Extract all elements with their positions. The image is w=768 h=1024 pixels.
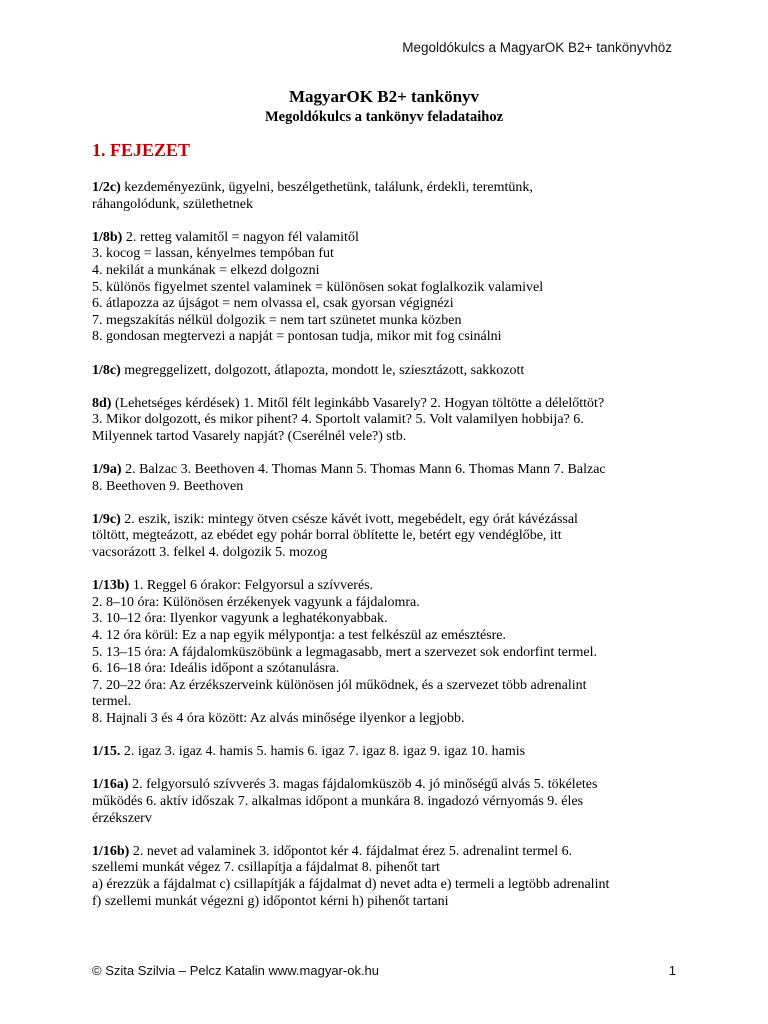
exercise-label: 1/9c): [92, 511, 121, 527]
answer-text: 3. 10–12 óra: Ilyenkor vagyunk a leghatékonyabbak.: [92, 611, 388, 627]
exercise-block: [92, 777, 682, 827]
answer-line: [92, 363, 682, 380]
answer-line: [92, 595, 682, 612]
answer-text: 2. Balzac 3. Beethoven 4. Thomas Mann 5. Thomas Mann 6. Thomas Mann 7. Balzac: [121, 462, 606, 478]
answer-line: [92, 645, 682, 662]
answer-text: 2. 8–10 óra: Különösen érzékenyek vagyunk a fájdalomra.: [92, 594, 420, 610]
answer-line: [92, 329, 682, 346]
answer-text: 4. 12 óra körül: Ez a nap egyik mélypontja: a test felkészül az emésztésre.: [92, 628, 507, 644]
answer-line: [92, 777, 682, 794]
answer-line: [92, 280, 682, 297]
page-footer: [92, 963, 676, 978]
footer-copyright: © Szita Szilvia – Pelcz Katalin www.magyar-ok.hu: [92, 963, 380, 978]
answer-text: érzékszerv: [92, 810, 152, 826]
answer-line: [92, 744, 682, 761]
answer-text: 3. Mikor dolgozott, és mikor pihent? 4. Sportolt valamit? 5. Volt valamilyen hobbija? 6.: [92, 412, 584, 428]
answer-line: [92, 694, 682, 711]
answer-text: szellemi munkát végez 7. csillapítja a fájdalmat 8. pihenőt tart: [92, 860, 440, 876]
answer-text: termel.: [92, 694, 132, 710]
answer-line: [92, 545, 682, 562]
answer-line: [92, 180, 682, 197]
answer-line: [92, 462, 682, 479]
chapter-heading: 1. FEJEZET: [92, 140, 191, 160]
answer-line: [92, 479, 682, 496]
answer-text: 5. különös figyelmet szentel valaminek = különösen sokat foglalkozik valamivel: [92, 279, 544, 295]
answer-text: működés 6. aktív időszak 7. alkalmas időpont a munkára 8. ingadozó vérnyomás 9. éles: [92, 793, 584, 809]
exercise-block: [92, 844, 682, 910]
answer-text: Milyennek tartod Vasarely napját? (Cserélnél vele?) stb.: [92, 428, 407, 444]
answer-line: [92, 578, 682, 595]
answer-line: [92, 313, 682, 330]
answer-line: [92, 794, 682, 811]
exercise-label: 1/13b): [92, 578, 130, 594]
answer-text: 7. megszakítás nélkül dolgozik = nem tart szünetet munka közben: [92, 312, 462, 328]
answer-text: 3. kocog = lassan, kényelmes tempóban fut: [92, 246, 334, 262]
answer-line: [92, 396, 682, 413]
answer-line: [92, 860, 682, 877]
answer-line: [92, 296, 682, 313]
answer-text: 2. eszik, iszik: mintegy ötven csésze kávét ivott, megebédelt, egy órát kávézással: [120, 511, 578, 527]
exercise-label: 1/16a): [92, 777, 129, 793]
exercise-block: [92, 578, 682, 727]
exercise-label: 8d): [92, 395, 112, 411]
answer-text: 2. nevet ad valaminek 3. időpontot kér 4. fájdalmat érez 5. adrenalint termel 6.: [129, 843, 573, 859]
answer-text: (Lehetséges kérdések) 1. Mitől félt leginkább Vasarely? 2. Hogyan töltötte a délelőttöt?: [111, 395, 605, 411]
exercise-label: 1/16b): [92, 843, 130, 859]
page-header: Megoldókulcs a MagyarOK B2+ tankönyvhöz: [402, 40, 672, 55]
answer-line: [92, 628, 682, 645]
answer-line: [92, 844, 682, 861]
answer-line: [92, 197, 682, 214]
exercise-block: [92, 396, 682, 446]
answer-line: [92, 429, 682, 446]
exercise-block: [92, 512, 682, 562]
exercise-block: [92, 180, 682, 213]
answer-text: töltött, megteázott, az ebédet egy pohár borral öblítette le, betért egy vendéglőbe, itt: [92, 528, 562, 544]
page-number: 1: [668, 963, 676, 978]
answer-line: [92, 412, 682, 429]
exercise-block: [92, 744, 682, 761]
answer-line: [92, 811, 682, 828]
answer-key-content: [92, 180, 682, 927]
answer-line: [92, 894, 682, 911]
answer-line: [92, 528, 682, 545]
answer-text: 7. 20–22 óra: Az érzékszerveink különösen jól működnek, és a szervezet több adrenalint: [92, 677, 587, 693]
answer-line: [92, 611, 682, 628]
answer-text: 1. Reggel 6 órakor: Felgyorsul a szívverés.: [129, 578, 374, 594]
answer-line: [92, 512, 682, 529]
answer-text: 8. gondosan megtervezi a napját = pontosan tudja, mikor mit fog csinálni: [92, 329, 502, 345]
title-block: [0, 86, 768, 126]
document-subtitle: Megoldókulcs a tankönyv feladataihoz: [264, 109, 504, 125]
exercise-label: 1/8b): [92, 229, 123, 245]
exercise-block: [92, 363, 682, 380]
answer-text: 2. felgyorsuló szívverés 3. magas fájdalomküszöb 4. jó minőségű alvás 5. tökéletes: [128, 777, 598, 793]
exercise-label: 1/8c): [92, 362, 121, 378]
answer-text: 2. retteg valamitől = nagyon fél valamitől: [122, 229, 359, 245]
answer-text: ráhangolódunk, születhetnek: [92, 196, 253, 212]
answer-text: f) szellemi munkát végezni g) időpontot kérni h) pihenőt tartani: [92, 893, 449, 909]
exercise-label: 1/2c): [92, 180, 121, 195]
answer-text: kezdeményezünk, ügyelni, beszélgethetünk, találunk, érdekli, teremtünk,: [120, 180, 533, 195]
answer-text: 6. átlapozza az újságot = nem olvassa el, csak gyorsan végignézi: [92, 296, 454, 312]
document-title: MagyarOK B2+ tankönyv: [288, 87, 480, 106]
answer-text: 8. Beethoven 9. Beethoven: [92, 478, 244, 494]
answer-line: [92, 877, 682, 894]
answer-text: 6. 16–18 óra: Ideális időpont a szótanulásra.: [92, 661, 340, 677]
answer-line: [92, 678, 682, 695]
answer-line: [92, 711, 682, 728]
answer-line: [92, 246, 682, 263]
answer-text: megreggelizett, dolgozott, átlapozta, mondott le, sziesztázott, sakkozott: [120, 362, 525, 378]
answer-text: 8. Hajnali 3 és 4 óra között: Az alvás minősége ilyenkor a legjobb.: [92, 711, 465, 726]
answer-text: 5. 13–15 óra: A fájdalomküszöbünk a legmagasabb, mert a szervezet sok endorfint termel.: [92, 644, 598, 660]
answer-line: [92, 230, 682, 247]
answer-text: vacsorázott 3. felkel 4. dolgozik 5. mozog: [92, 545, 328, 561]
exercise-label: 1/15.: [92, 744, 121, 760]
answer-line: [92, 263, 682, 280]
exercise-label: 1/9a): [92, 462, 122, 478]
answer-text: a) érezzük a fájdalmat c) csillapítják a fájdalmat d) nevet adta e) termeli a legtöbb adrenalint: [92, 876, 610, 892]
answer-line: [92, 661, 682, 678]
exercise-block: [92, 230, 682, 346]
answer-text: 2. igaz 3. igaz 4. hamis 5. hamis 6. igaz 7. igaz 8. igaz 9. igaz 10. hamis: [120, 744, 526, 760]
answer-text: 4. nekilát a munkának = elkezd dolgozni: [92, 262, 320, 278]
exercise-block: [92, 462, 682, 495]
